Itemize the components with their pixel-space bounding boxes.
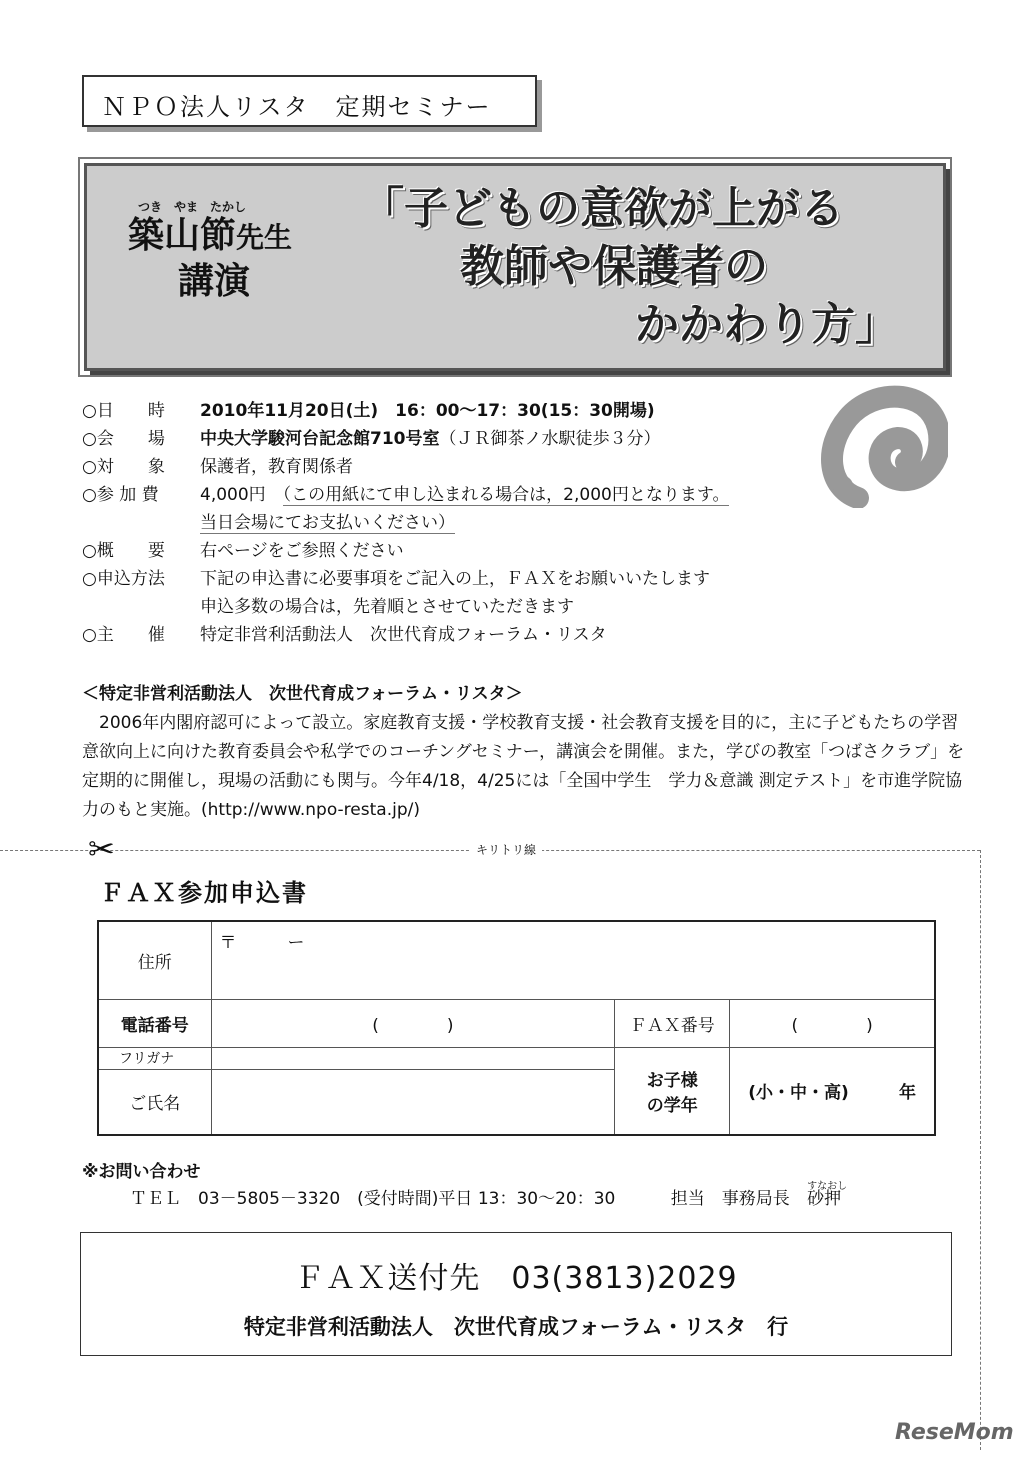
name-field[interactable] — [211, 1069, 615, 1135]
grade-options: (小・中・高) — [748, 1083, 849, 1104]
furigana-label: フリガナ — [98, 1047, 211, 1069]
detail-label: ○会 場 — [82, 429, 165, 449]
speaker-role: 講演 — [178, 261, 251, 302]
person-ruby: すなおし — [807, 1181, 848, 1192]
cut-line-label: キリトリ線 — [470, 841, 542, 858]
fax-recipient: 特定非営利活動法人 次世代育成フォーラム・リスタ 行 — [243, 1315, 789, 1339]
speaker-name: 築山節 — [128, 215, 237, 256]
detail-extra: 申込多数の場合は，先着順とさせていただきます — [200, 597, 574, 617]
detail-summary — [82, 536, 404, 564]
cut-line-vertical — [980, 850, 981, 1450]
detail-value: 4,000円 — [200, 485, 283, 505]
detail-host — [82, 620, 607, 648]
detail-venue — [82, 424, 661, 452]
grade-field[interactable] — [730, 1047, 935, 1135]
detail-label: ○参 加 費 — [82, 485, 159, 505]
detail-value: 2010年11月20日(土) 16：00～17：30(15：30開場) — [200, 401, 655, 421]
detail-extra: 当日会場にてお支払いください） — [200, 513, 455, 533]
seminar-header: ＮＰＯ法人リスタ 定期セミナー — [82, 75, 537, 127]
detail-label: ○主 催 — [82, 625, 165, 645]
detail-label: ○概 要 — [82, 541, 165, 561]
about-heading: ＜特定非営利活動法人 次世代育成フォーラム・リスタ＞ — [82, 684, 523, 704]
detail-label: ○対 象 — [82, 457, 165, 477]
about-body: 2006年内閣府認可によって設立。家庭教育支援・学校教育支援・社会教育支援を目的に，主に子どもたちの学習意欲向上に向けた教育委員会や私学でのコーチングセミナー，講演会を開催。また，学びの教室「つばさクラブ」を定期的に開催し，現場の活動にも関与。今年4/18，4/25には「全国中学生 学力＆意識 測定テスト」を市進学院協力のもと実施。(http://www.npo-resta.jp/) — [82, 713, 965, 820]
about-section — [82, 680, 972, 825]
address-label: 住所 — [98, 921, 211, 999]
detail-fee — [82, 480, 729, 508]
detail-value: 特定非営利活動法人 次世代育成フォーラム・リスタ — [200, 625, 607, 645]
lecture-title — [360, 180, 920, 354]
fax-number: ＦＡＸ送付先 03(3813)2029 — [294, 1261, 738, 1296]
detail-value: 中央大学駿河台記念館710号室 — [200, 429, 440, 449]
application-form — [97, 920, 936, 1136]
detail-date — [82, 396, 655, 424]
detail-apply-cont — [200, 592, 574, 620]
detail-value: 下記の申込書に必要事項をご記入の上，ＦＡＸをお願いいたします — [200, 569, 710, 589]
title-line: 「子どもの意欲が上がる — [360, 183, 844, 234]
furigana-field[interactable] — [211, 1047, 615, 1069]
fax-field[interactable]: ( ) — [730, 999, 935, 1047]
name-label: ご氏名 — [98, 1069, 211, 1135]
detail-value: 保護者，教育関係者 — [200, 457, 353, 477]
phone-label: 電話番号 — [98, 999, 211, 1047]
person-name: 砂押 — [807, 1189, 842, 1209]
contact-tel — [130, 1181, 848, 1209]
detail-target — [82, 452, 353, 480]
detail-apply — [82, 564, 710, 592]
detail-label: ○申込方法 — [82, 569, 165, 589]
title-line: 教師や保護者の — [460, 241, 768, 292]
form-title: ＦＡＸ参加申込書 — [100, 879, 308, 907]
title-line: かかわり方」 — [635, 299, 899, 350]
detail-extra: （ＪＲ御茶ノ水駅徒歩３分） — [439, 429, 661, 449]
detail-extra: （この用紙にて申し込まれる場合は，2,000円となります。 — [282, 485, 730, 505]
watermark-logo: ReseMom — [895, 1420, 1014, 1445]
contact-person: 担当 事務局長 — [670, 1189, 790, 1209]
speaker — [128, 200, 292, 304]
resta-logo-icon — [818, 378, 948, 508]
detail-fee-cont — [200, 508, 455, 536]
fax-label: ＦＡＸ番号 — [615, 999, 730, 1047]
detail-value: 右ページをご参照ください — [200, 541, 404, 561]
grade-year: 年 — [899, 1083, 916, 1104]
contact-heading: ※お問い合わせ — [82, 1162, 201, 1182]
fax-destination — [80, 1232, 952, 1356]
phone-field[interactable]: ( ) — [211, 999, 615, 1047]
tel-text: ＴＥＬ 03－5805－3320 (受付時間)平日 13：30～20：30 — [130, 1189, 616, 1209]
detail-label: ○日 時 — [82, 401, 165, 421]
scissors-icon: ✂ — [88, 830, 115, 868]
grade-label: お子様 の学年 — [615, 1047, 730, 1135]
speaker-suffix: 先生 — [236, 221, 293, 254]
speaker-ruby: つき やま たかし — [138, 200, 247, 214]
address-field[interactable]: 〒 ー — [211, 921, 935, 999]
